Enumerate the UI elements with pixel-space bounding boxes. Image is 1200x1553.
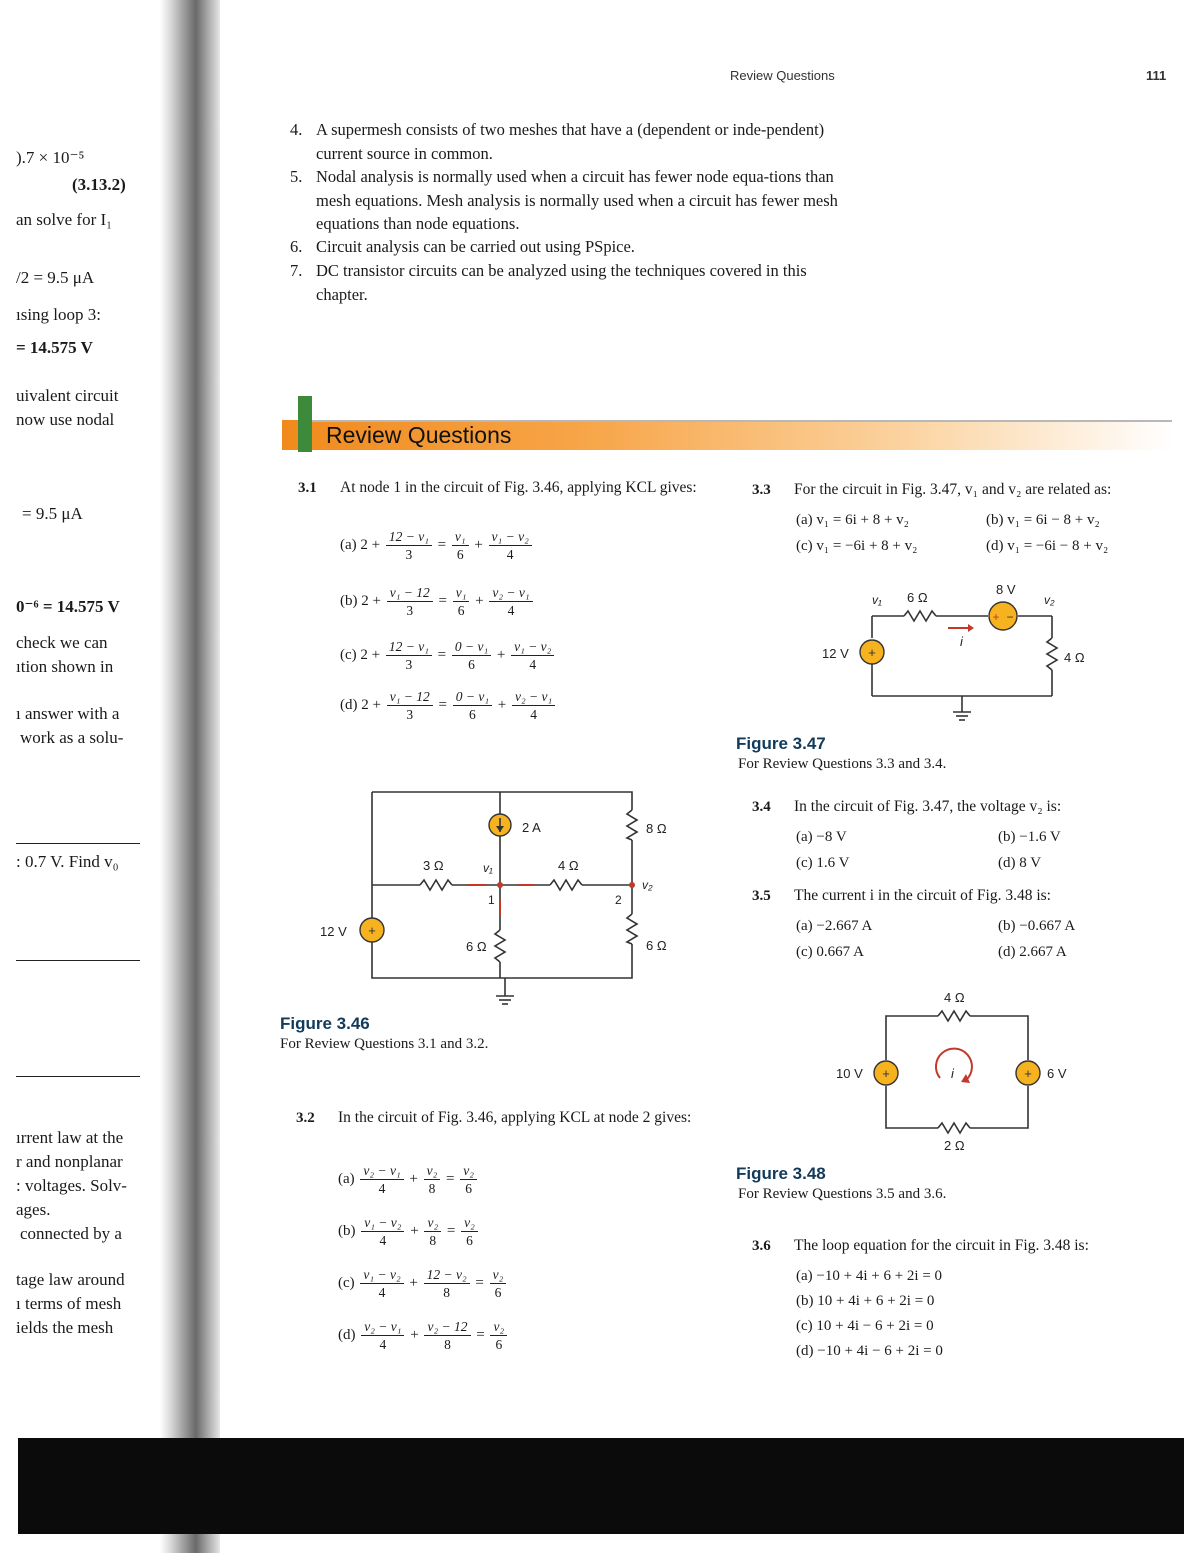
svg-text:+: +: [882, 1066, 890, 1081]
operator: +: [410, 1326, 419, 1343]
question-text: In the circuit of Fig. 3.47, the voltage v₂ is:: [794, 798, 1062, 815]
summary-text: Nodal analysis is normally used when a circuit has fewer node equa-tions than mesh equations. Mesh analysis is normally used when a circuit has fewer mesh equations than node equations.: [316, 167, 838, 233]
fraction-num: v₂: [424, 1162, 441, 1180]
option-c: [338, 1266, 508, 1301]
option-b: (b) −0.667 A: [998, 918, 1076, 934]
fraction-den: 6: [494, 1285, 502, 1300]
fraction-num: v₁ − v₂: [511, 638, 554, 656]
fraction-num: v₂: [424, 1214, 441, 1232]
fraction-den: 4: [379, 1233, 387, 1248]
fraction-num: v₁ − v₂: [360, 1266, 403, 1284]
label-8-ohm: 8 Ω: [646, 821, 667, 836]
fraction-den: 6: [468, 707, 476, 722]
fraction-den: 6: [468, 657, 475, 672]
left-line: = 14.575 V: [16, 338, 93, 357]
left-line: 0⁻⁶ = 14.575 V: [16, 597, 120, 616]
label-current-i: i: [951, 1066, 954, 1081]
summary-text: A supermesh consists of two meshes that have a (dependent or inde-pendent) current source in common.: [316, 120, 825, 163]
label-2-amp: 2 A: [522, 820, 541, 835]
figure-3-47-label: Figure 3.47: [736, 734, 826, 753]
option-label: (d): [338, 1326, 356, 1343]
question-number: 3.3: [752, 482, 771, 498]
label-2-ohm: 2 Ω: [944, 1138, 965, 1153]
option-d: [340, 688, 557, 723]
left-line: uivalent circuit: [16, 386, 119, 405]
option-a: (a) −8 V: [796, 829, 847, 845]
figure-3-47-caption: For Review Questions 3.3 and 3.4.: [738, 756, 947, 772]
left-line: ırrent law at the: [16, 1128, 124, 1147]
question-3-1: [298, 478, 708, 528]
question-3-3: [752, 480, 1162, 504]
label-12-volt: 12 V: [822, 646, 849, 661]
left-line: ıtion shown in: [16, 657, 114, 676]
divider: [16, 960, 140, 961]
scan-bottom-edge: [18, 1438, 1184, 1534]
label-v1: v₁: [483, 861, 493, 875]
option-a: (a) −2.667 A: [796, 918, 873, 934]
fraction-num: v₁ − v₂: [489, 528, 532, 546]
fraction-num: v₂ − v₁: [360, 1162, 403, 1180]
question-3-5: [752, 886, 1162, 910]
summary-text: DC transistor circuits can be analyzed using the techniques covered in this chapter.: [316, 261, 807, 304]
option-b: [340, 584, 535, 619]
option-a: [338, 1162, 479, 1197]
fraction-num: 12 − v₁: [386, 638, 432, 656]
left-line: r and nonplanar: [16, 1152, 123, 1171]
divider: [16, 1076, 140, 1077]
operator: =: [438, 592, 447, 609]
operator: =: [438, 696, 447, 713]
left-line: work as a solu-: [20, 728, 124, 747]
label-6-ohm-a: 6 Ω: [466, 939, 487, 954]
summary-num: 6.: [290, 237, 303, 256]
operator: +: [410, 1222, 419, 1239]
question-number: 3.5: [752, 888, 771, 904]
left-line: ields the mesh: [16, 1318, 114, 1337]
label-3-ohm: 3 Ω: [423, 858, 444, 873]
fraction-den: 8: [443, 1285, 450, 1300]
fraction-den: 4: [378, 1285, 386, 1300]
figure-3-46-circuit: [300, 780, 700, 1010]
summary-text: Circuit analysis can be carried out using PSpice.: [316, 237, 635, 256]
fraction-den: 4: [529, 657, 537, 672]
label-v2: v₂: [1044, 593, 1055, 607]
figure-3-46-label: Figure 3.46: [280, 1014, 370, 1033]
label-current-i: i: [960, 634, 963, 649]
option-a: (a) v₁ = 6i + 8 + v₂: [796, 512, 909, 528]
option-label: (c) 2 +: [340, 646, 381, 663]
left-line: ı terms of mesh: [16, 1294, 122, 1313]
fraction-den: 4: [379, 1337, 387, 1352]
fraction-num: v₁ − v₂: [361, 1214, 404, 1232]
question-text: The loop equation for the circuit in Fig. 3.48 is:: [794, 1237, 1089, 1254]
operator: +: [409, 1274, 418, 1291]
fraction-den: 6: [495, 1337, 503, 1352]
option-a: [340, 528, 534, 563]
figure-3-48-circuit: [820, 986, 1080, 1156]
operator: +: [497, 696, 507, 713]
option-label: (d) 2 +: [340, 696, 381, 713]
left-line: an solve for I₁: [16, 210, 113, 229]
svg-text:+: +: [1024, 1066, 1032, 1081]
label-12-volt: 12 V: [320, 924, 347, 939]
running-head: Review Questions: [730, 68, 835, 83]
label-4-ohm: 4 Ω: [1064, 650, 1085, 665]
operator: =: [446, 1222, 456, 1239]
option-label: (a) 2 +: [340, 536, 381, 553]
fraction-den: 6: [457, 603, 465, 618]
fraction-den: 3: [405, 547, 413, 562]
left-line: connected by a: [20, 1224, 122, 1243]
fraction-den: 8: [428, 1181, 436, 1196]
fraction-den: 6: [466, 1233, 473, 1248]
fraction-den: 4: [378, 1181, 386, 1196]
label-10-volt: 10 V: [836, 1066, 863, 1081]
left-line: ısing loop 3:: [16, 305, 102, 324]
option-label: (b): [338, 1222, 356, 1239]
option-d: (d) 8 V: [998, 855, 1042, 871]
fraction-den: 6: [456, 547, 464, 562]
option-a: (a) −10 + 4i + 6 + 2i = 0: [796, 1268, 943, 1284]
divider: [16, 843, 140, 844]
label-6-ohm-b: 6 Ω: [646, 938, 667, 953]
left-line: tage law around: [16, 1270, 125, 1289]
fraction-den: 4: [530, 707, 537, 722]
fraction-num: 12 − v₁: [386, 528, 432, 546]
operator: +: [475, 592, 484, 609]
fraction-den: 3: [405, 657, 413, 672]
fraction-num: v₂: [460, 1162, 477, 1180]
left-line: (3.13.2): [72, 175, 126, 194]
label-6-volt: 6 V: [1047, 1066, 1067, 1081]
left-line: : 0.7 V. Find v₀: [16, 852, 119, 871]
left-line: /2 = 9.5 μA: [16, 268, 95, 287]
fraction-num: v₂ − v₁: [512, 688, 555, 706]
label-4-ohm: 4 Ω: [944, 990, 965, 1005]
operator: =: [475, 1274, 484, 1291]
option-b: [338, 1214, 480, 1249]
operator: +: [474, 536, 483, 553]
fraction-den: 8: [444, 1337, 451, 1352]
fraction-den: 3: [406, 603, 414, 618]
fraction-num: v₁: [453, 584, 470, 602]
question-3-4: [752, 797, 1162, 821]
fraction-num: v₂ − 12: [424, 1318, 470, 1336]
fraction-num: v₂: [490, 1266, 507, 1284]
left-line: ages.: [16, 1200, 51, 1219]
option-c: (c) 10 + 4i − 6 + 2i = 0: [796, 1318, 934, 1334]
operator: =: [437, 536, 447, 553]
fraction-num: v₁: [452, 528, 469, 546]
operator: +: [409, 1170, 418, 1187]
figure-3-48-label: Figure 3.48: [736, 1164, 826, 1183]
label-node-1: 1: [488, 893, 495, 907]
fraction-num: v₁ − 12: [387, 584, 433, 602]
left-line: check we can: [16, 633, 108, 652]
fraction-num: 0 − v₁: [452, 638, 491, 656]
question-number: 3.2: [296, 1110, 315, 1126]
svg-text:+: +: [368, 923, 376, 938]
option-d: [338, 1318, 509, 1353]
left-line: : voltages. Solv-: [16, 1176, 127, 1195]
operator: =: [437, 646, 447, 663]
fraction-num: v₂: [461, 1214, 478, 1232]
book-spine-shadow: [160, 0, 220, 1553]
section-marker: [298, 396, 312, 452]
figure-3-48-caption: For Review Questions 3.5 and 3.6.: [738, 1186, 947, 1202]
summary-num: 5.: [290, 167, 303, 186]
left-line: ).7 × 10⁻⁵: [16, 148, 85, 167]
question-text: The current i in the circuit of Fig. 3.48 is:: [794, 887, 1051, 904]
option-d: (d) v₁ = −6i − 8 + v₂: [986, 538, 1109, 554]
operator: +: [496, 646, 506, 663]
fraction-num: 12 − v₂: [424, 1266, 470, 1284]
option-c: (c) 1.6 V: [796, 855, 850, 871]
svg-text:+: +: [868, 645, 876, 660]
fraction-den: 6: [465, 1181, 472, 1196]
option-b: (b) v₁ = 6i − 8 + v₂: [986, 512, 1100, 528]
fraction-num: v₂: [490, 1318, 507, 1336]
left-line: now use nodal: [16, 410, 115, 429]
section-title: Review Questions: [326, 422, 512, 448]
option-label: (b) 2 +: [340, 592, 381, 609]
label-v2: v₂: [642, 878, 653, 892]
fraction-num: v₂ − v₁: [361, 1318, 404, 1336]
operator: =: [476, 1326, 485, 1343]
label-4-ohm: 4 Ω: [558, 858, 579, 873]
question-text: For the circuit in Fig. 3.47, v₁ and v₂ are related as:: [794, 481, 1112, 498]
question-text: At node 1 in the circuit of Fig. 3.46, applying KCL gives:: [340, 479, 697, 496]
operator: =: [446, 1170, 455, 1187]
option-label: (a): [338, 1170, 355, 1187]
question-3-2: [296, 1108, 706, 1156]
figure-3-47-circuit: [810, 576, 1100, 726]
option-b: (b) 10 + 4i + 6 + 2i = 0: [796, 1293, 935, 1309]
label-6-ohm: 6 Ω: [907, 590, 928, 605]
question-number: 3.1: [298, 480, 317, 496]
question-3-6: [752, 1236, 1162, 1260]
label-8-volt: 8 V: [996, 582, 1016, 597]
summary-num: 4.: [290, 120, 303, 139]
fraction-den: 3: [406, 707, 414, 722]
fraction-den: 4: [506, 547, 514, 562]
summary-num: 7.: [290, 261, 303, 280]
option-b: (b) −1.6 V: [998, 829, 1061, 845]
fraction-num: v₁ − 12: [387, 688, 433, 706]
fraction-den: 8: [429, 1233, 437, 1248]
question-number: 3.4: [752, 799, 771, 815]
left-line: ı answer with a: [16, 704, 120, 723]
option-label: (c): [338, 1274, 355, 1291]
option-c: (c) 0.667 A: [796, 944, 864, 960]
fraction-num: v₂ − v₁: [489, 584, 532, 602]
svg-text:+: +: [992, 610, 1000, 624]
page-number: 111: [1146, 68, 1167, 83]
figure-3-46-caption: For Review Questions 3.1 and 3.2.: [280, 1036, 489, 1052]
option-d: (d) 2.667 A: [998, 944, 1067, 960]
question-number: 3.6: [752, 1238, 771, 1254]
fraction-den: 4: [507, 603, 515, 618]
left-line: = 9.5 μA: [22, 504, 83, 523]
svg-text:−: −: [1006, 610, 1014, 624]
option-c: (c) v₁ = −6i + 8 + v₂: [796, 538, 918, 554]
option-d: (d) −10 + 4i − 6 + 2i = 0: [796, 1343, 943, 1359]
option-c: [340, 638, 556, 673]
label-node-2: 2: [615, 893, 622, 907]
label-v1: v₁: [872, 593, 882, 607]
question-text: In the circuit of Fig. 3.46, applying KCL at node 2 gives:: [338, 1109, 692, 1126]
fraction-num: 0 − v₁: [453, 688, 492, 706]
